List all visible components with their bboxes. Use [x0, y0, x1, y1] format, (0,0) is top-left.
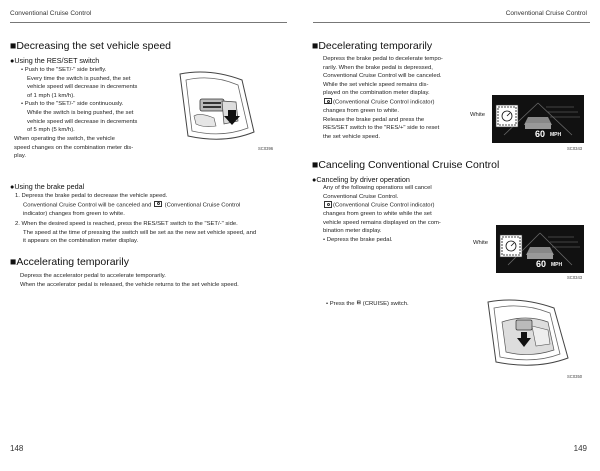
cruise-switch-icon: ⊟	[356, 300, 361, 306]
text-line: the set vehicle speed.	[323, 133, 380, 140]
brake-pedal-instructions	[15, 192, 287, 246]
section-title-decreasing: ■Decreasing the set vehicle speed	[10, 40, 172, 52]
section-title-canceling-text: Canceling Conventional Cruise Control	[318, 159, 500, 171]
meter-speed-unit: MPH	[550, 132, 562, 138]
cruise-control-indicator-icon	[324, 98, 332, 105]
cruise-switch-illustration	[478, 296, 584, 372]
text-line: Conventional Cruise Control.	[323, 193, 399, 200]
text-line: Every time the switch is pushed, the set	[27, 75, 131, 82]
meter-speed-value: 60	[535, 129, 546, 139]
text-line: • Push to the "SET/-" side briefly.	[21, 67, 107, 73]
text-line: vehicle speed will decrease in decrements	[27, 118, 138, 125]
right-header-rule	[313, 22, 590, 23]
cruise-control-indicator-icon	[154, 201, 162, 208]
text-line: • Press the	[326, 301, 355, 307]
right-page-number: 149	[573, 444, 587, 453]
text-line: play.	[14, 153, 27, 160]
section-title-accelerating: ■Accelerating temporarily	[10, 256, 129, 268]
figure-id: SC0343	[567, 146, 583, 151]
text-line: bination meter display.	[323, 228, 382, 235]
text-line: Depress the accelerator pedal to accelerate temporarily.	[20, 273, 166, 279]
subsection-brake-pedal: ●Using the brake pedal	[10, 182, 85, 191]
cruise-control-indicator-icon	[324, 201, 332, 208]
text-line: • Push to the "SET/-" side continuously.	[21, 101, 124, 108]
text-line: vehicle speed will decrease in decrements	[27, 84, 138, 91]
text-line: speed changes on the combination meter dis-	[14, 144, 134, 151]
text-line: of 5 mph (5 km/h).	[27, 127, 75, 134]
text-line: When the accelerator pedal is released, the vehicle returns to the set vehicle speed.	[20, 281, 239, 288]
figure-id: SC0396	[258, 146, 274, 151]
text-line: (Conventional Cruise Control indicator)	[333, 202, 435, 209]
section-title-decelerating: ■Decelerating temporarily	[312, 40, 433, 52]
text-line: (CRUISE) switch.	[362, 301, 409, 307]
left-page-number: 148	[10, 444, 24, 453]
section-title-accelerating-text: Accelerating temporarily	[16, 256, 129, 268]
text-line: Depress the brake pedal to decelerate tempo-	[323, 56, 443, 62]
meter-speed-value: 60	[536, 259, 547, 269]
subsection-driver-operation-text: Canceling by driver operation	[316, 175, 410, 184]
text-line: While the set vehicle speed remains dis-	[323, 81, 429, 88]
text-line: 1. Depress the brake pedal to decrease the vehicle speed.	[15, 193, 168, 199]
text-line: 2. When the desired speed is reached, press the RES/SET switch to the "SET/-" side.	[15, 221, 238, 228]
subsection-res-set-text: Using the RES/SET switch	[14, 56, 100, 65]
text-line: Release the brake pedal and press the	[323, 116, 425, 123]
text-line: changes from green to white.	[323, 108, 399, 115]
left-header-rule	[10, 22, 287, 23]
white-label: White	[473, 240, 489, 246]
text-line: indicator) changes from green to white.	[23, 210, 125, 217]
left-page-header: Conventional Cruise Control	[10, 10, 92, 17]
text-line: While the switch is being pushed, the set	[27, 109, 134, 116]
res-set-switch-illustration	[170, 66, 274, 148]
accelerating-text	[20, 272, 288, 289]
text-line: Any of the following operations will cancel	[323, 185, 432, 191]
text-line: vehicle speed remains displayed on the com-	[323, 219, 441, 226]
text-line: When operating the switch, the vehicle	[14, 136, 115, 142]
right-page-header: Conventional Cruise Control	[505, 10, 587, 17]
text-line: (Conventional Cruise Control indicator)	[333, 99, 435, 106]
subsection-res-set: ●Using the RES/SET switch	[10, 56, 100, 65]
section-title-canceling: ■Canceling Conventional Cruise Control	[312, 159, 500, 171]
text-line: of 1 mph (1 km/h).	[27, 92, 75, 99]
section-title-decreasing-text: Decreasing the set vehicle speed	[16, 40, 172, 52]
text-line: changes from green to white while the set	[323, 211, 432, 218]
meter-speed-unit: MPH	[551, 262, 563, 268]
res-set-instructions	[21, 66, 161, 135]
text-line: RES/SET switch to the "RES/+" side to reset	[323, 125, 440, 132]
res-set-note	[14, 135, 162, 161]
text-line: it appears on the combination meter display.	[23, 238, 139, 245]
text-line: (Conventional Cruise Control	[164, 202, 241, 209]
text-line: played on the combination meter display.	[323, 90, 430, 97]
white-label: White	[470, 112, 486, 118]
text-line: Conventional Cruise Control will be canceled.	[323, 73, 442, 80]
subsection-brake-pedal-text: Using the brake pedal	[14, 182, 85, 191]
figure-id: SC0343	[567, 275, 583, 280]
text-line: • Depress the brake pedal.	[323, 237, 393, 244]
text-line: Conventional Cruise Control will be canceled and	[23, 202, 152, 209]
figure-id: SC0350	[567, 374, 583, 379]
canceling-text	[323, 184, 470, 245]
section-title-decelerating-text: Decelerating temporarily	[318, 40, 433, 52]
press-cruise-switch-text	[326, 299, 409, 309]
subsection-driver-operation: ●Canceling by driver operation	[312, 175, 410, 184]
decelerating-text	[323, 55, 470, 141]
text-line: The speed at the time of pressing the switch will be set as the new set vehicle speed, and	[23, 229, 257, 236]
text-line: rarily. When the brake pedal is depressed,	[323, 64, 433, 71]
